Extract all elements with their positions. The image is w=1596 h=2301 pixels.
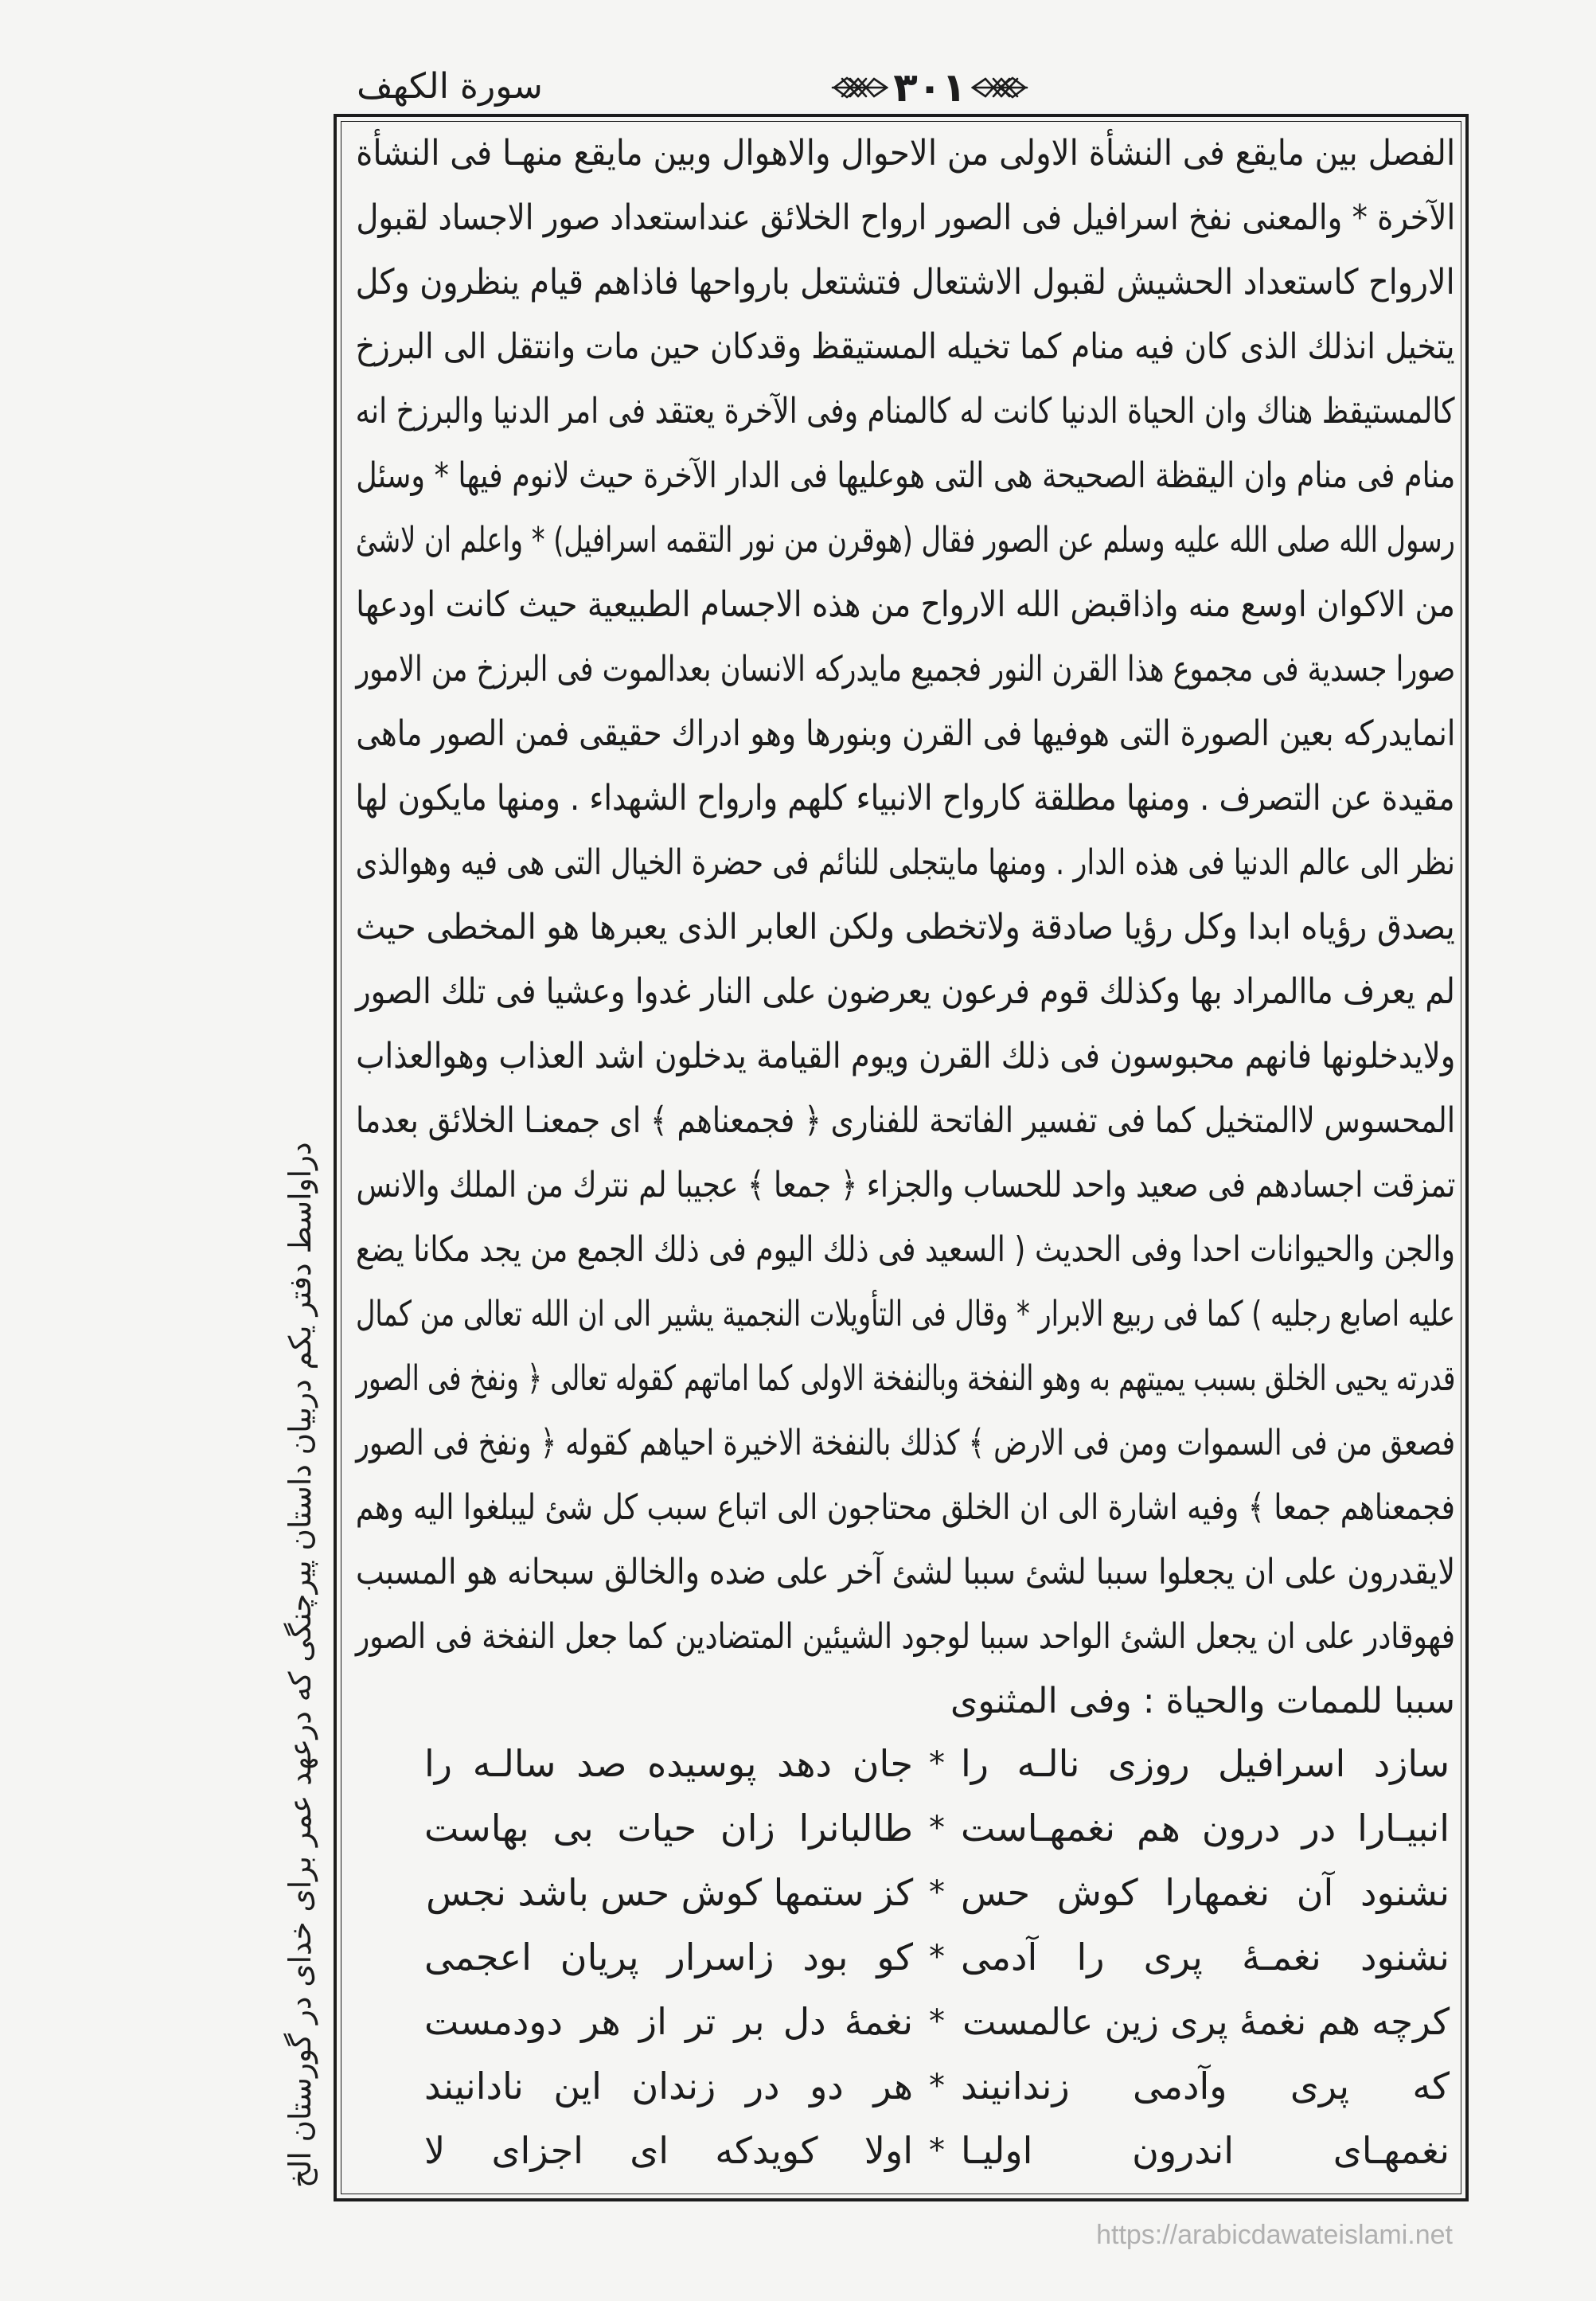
verse-second-hemistich bbox=[424, 2119, 913, 2183]
prose-line-text: لايقدرون على ان يجعلوا سببا لشئ سببا لشئ آخر على ضده والخالق سبحانه هو المسبب bbox=[355, 1552, 1455, 1592]
page-number: ٣٠١ bbox=[893, 64, 966, 111]
hemistich-text: سازد اسرافيل روزى نالـه را bbox=[961, 1742, 1450, 1785]
hemistich-text: هر دو در زندان اين نادانيند bbox=[424, 2065, 913, 2108]
prose-line-text: فصعق من فى السموات ومن فى الارض ﴾ كذلك بالنفخة الاخيرة احياهم كقوله ﴿ ونفخ فى الصور bbox=[355, 1423, 1455, 1463]
verse-first-hemistich bbox=[961, 1861, 1450, 1925]
hemistich-text: كز ستمها كوش حس باشد نجس bbox=[425, 1871, 913, 1914]
prose-line bbox=[354, 895, 1455, 959]
prose-line-text: من الاكوان اوسع منه واذاقبض الله الارواح من هذه الاجسام الطبيعية حيث كانت اودعها bbox=[356, 584, 1455, 625]
poetry-block bbox=[424, 1732, 1450, 2183]
prose-line-text: تمزقت اجسادهم فى صعيد واحد للحساب والجزاء ﴿ جمعا ﴾ عجيبا لم نترك من الملك والانس bbox=[356, 1165, 1455, 1205]
prose-line-text: الفصل بين مايقع فى النشأة الاولى من الاحوال والاهوال وبين مايقع منهـا فى النشأة bbox=[356, 133, 1455, 174]
prose-line bbox=[354, 959, 1455, 1024]
verse-separator: * bbox=[929, 1810, 945, 1846]
prose-line bbox=[354, 1088, 1455, 1153]
hemistich-text: انبيـارا در درون هم نغمهـاست bbox=[961, 1807, 1450, 1850]
verse-row bbox=[424, 2054, 1450, 2119]
margin-note bbox=[275, 1142, 325, 2190]
surah-name: سورة الكهف bbox=[357, 66, 543, 107]
hemistich-text: نغمهٔ دل بر تر از هر دودمست bbox=[424, 2000, 913, 2043]
verse-separator: * bbox=[929, 1874, 945, 1911]
verse-separator: * bbox=[929, 2003, 945, 2040]
prose-line-text: سببا للممات والحياة : وفى المثنوى bbox=[950, 1681, 1455, 1721]
prose-line-last bbox=[354, 1669, 1455, 1733]
hemistich-text: جان دهد پوسيده صد سالـه را bbox=[424, 1742, 913, 1785]
prose-line-text: كالمستيقظ هناك وان الحياة الدنيا كانت له كالمنام وفى الآخرة يعتقد فى امر الدنيا والبرزخ انه bbox=[356, 391, 1455, 432]
verse-first-hemistich bbox=[961, 1925, 1450, 1990]
verse-separator: * bbox=[929, 1939, 945, 1975]
verse-row bbox=[424, 1990, 1450, 2054]
hemistich-text: كه پرى وآدمى زندانيند bbox=[961, 2065, 1450, 2108]
verse-separator: * bbox=[929, 1745, 945, 1782]
prose-line-text: يصدق رؤياه ابدا وكل رؤيا صادقة ولاتخطى ولكن العابر الذى يعبرها هو المخطى حيث bbox=[356, 907, 1455, 947]
hemistich-text: نشنود آن نغمهارا كوش حس bbox=[961, 1871, 1450, 1914]
prose-line bbox=[354, 1024, 1455, 1088]
prose-line bbox=[354, 637, 1455, 701]
hemistich-text: كرچه هم نغمهٔ پرى زين عالمست bbox=[962, 2000, 1450, 2043]
prose-block bbox=[354, 121, 1455, 1733]
prose-line-text: مقيدة عن التصرف . ومنها مطلقة كارواح الانبياء كلهم وارواح الشهداء . ومنها مايكون لها bbox=[355, 778, 1455, 818]
verse-first-hemistich bbox=[961, 2054, 1450, 2119]
verse-separator: * bbox=[929, 2132, 945, 2169]
prose-line bbox=[354, 508, 1455, 572]
verse-row bbox=[424, 1796, 1450, 1861]
margin-note-strip bbox=[275, 1142, 325, 2190]
prose-line bbox=[354, 1217, 1455, 1282]
prose-line bbox=[354, 1475, 1455, 1540]
ornament-left-icon bbox=[831, 73, 888, 102]
verse-second-hemistich bbox=[424, 1861, 913, 1925]
verse-second-hemistich bbox=[424, 1732, 913, 1796]
ornament-right-icon bbox=[971, 73, 1028, 102]
hemistich-text: نغمهـاى اندرون اوليـا bbox=[961, 2129, 1450, 2172]
verse-first-hemistich bbox=[961, 1732, 1450, 1796]
watermark: https://arabicdawateislami.net bbox=[1096, 2220, 1453, 2250]
prose-line-text: لم يعرف ماالمراد بها وكذلك قوم فرعون يعرضون على النار غدوا وعشيا فى تلك الصور bbox=[356, 971, 1455, 1012]
prose-line bbox=[354, 250, 1455, 314]
prose-line bbox=[354, 379, 1455, 443]
verse-first-hemistich bbox=[961, 1990, 1450, 2054]
prose-line bbox=[354, 1153, 1455, 1217]
prose-line-text: قدرته يحيى الخلق بسبب يميتهم به وهو النفخة وبالنفخة الاولى كما اماتهم كقوله تعالى ﴿ ونفخ فى الصور bbox=[355, 1358, 1455, 1399]
prose-line bbox=[354, 1411, 1455, 1475]
prose-line-text: منام فى منام وان اليقظة الصحيحة هى التى هوعليها فى الدار الآخرة حيث لانوم فيها * وسئل bbox=[356, 455, 1455, 496]
verse-separator: * bbox=[929, 2068, 945, 2104]
hemistich-text: اولا كويدكه اى اجزاى لا bbox=[424, 2129, 913, 2172]
prose-line bbox=[354, 766, 1455, 830]
prose-line-text: ولايدخلونها فانهم محبوسون فى ذلك القرن ويوم القيامة يدخلون اشد العذاب وهوالعذاب bbox=[355, 1036, 1455, 1076]
prose-line-text: عليه اصابع رجليه ) كما فى ربيع الابرار * وقال فى التأويلات النجمية يشير الى ان الله تعالى من كمال bbox=[355, 1294, 1455, 1334]
hemistich-text: كو بود زاسرار پريان اعجمى bbox=[424, 1936, 913, 1979]
prose-line bbox=[354, 1346, 1455, 1411]
prose-line-text: فجمعناهم جمعا ﴾ وفيه اشارة الى ان الخلق محتاجون الى اتباع سبب كل شئ ليبلغوا اليه وهم bbox=[355, 1487, 1455, 1528]
prose-line-text: انمايدركه بعين الصورة التى هوفيها فى القرن وبنورها وهو ادراك حقيقى فمن الصور ماهى bbox=[356, 713, 1455, 754]
prose-line bbox=[354, 1282, 1455, 1346]
verse-second-hemistich bbox=[424, 2054, 913, 2119]
margin-note-text: دراواسط دفتر يكم دربيان داستان پيرچنگى كه درعهد عمر براى خداى در گورستان الخ bbox=[283, 1142, 318, 2188]
prose-line bbox=[354, 572, 1455, 637]
prose-line-text: فهوقادر على ان يجعل الشئ الواحد سببا لوجود الشيئين المتضادين كما جعل النفخة فى الصور bbox=[355, 1616, 1455, 1657]
verse-second-hemistich bbox=[424, 1796, 913, 1861]
prose-line-text: الآخرة * والمعنى نفخ اسرافيل فى الصور ارواح الخلائق عنداستعداد صور الاجساد لقبول bbox=[356, 197, 1455, 238]
verse-second-hemistich bbox=[424, 1925, 913, 1990]
hemistich-text: نشنود نغمـهٔ پرى را آدمى bbox=[961, 1936, 1450, 1979]
prose-line bbox=[354, 1540, 1455, 1604]
prose-line-text: نظر الى عالم الدنيا فى هذه الدار . ومنها مايتجلى للنائم فى حضرة الخيال التى هى فيه وهوالذى bbox=[355, 842, 1455, 883]
prose-line bbox=[354, 830, 1455, 895]
hemistich-text: طالبانرا زان حيات بى بهاست bbox=[424, 1807, 913, 1850]
prose-line bbox=[354, 443, 1455, 508]
verse-row bbox=[424, 1925, 1450, 1990]
verse-first-hemistich bbox=[961, 2119, 1450, 2183]
prose-line-text: الارواح كاستعداد الحشيش لقبول الاشتعال فتشتعل بارواحها فاذاهم قيام ينظرون وكل bbox=[355, 262, 1455, 303]
page-number-group bbox=[820, 64, 1040, 111]
verse-row bbox=[424, 1861, 1450, 1925]
prose-line bbox=[354, 186, 1455, 250]
prose-line-text: رسول الله صلى الله عليه وسلم عن الصور فقال (هوقرن من نور التقمه اسرافيل) * واعلم ان لاشئ bbox=[355, 520, 1455, 561]
verse-second-hemistich bbox=[424, 1990, 913, 2054]
prose-line-text: والجن والحيوانات احدا وفى الحديث ( السعيد فى ذلك اليوم فى ذلك الجمع من يجد مكانا يضع bbox=[356, 1229, 1455, 1270]
prose-line-text: يتخيل انذلك الذى كان فيه منام كما تخيله المستيقظ وقدكان حين مات وانتقل الى البرزخ bbox=[355, 326, 1455, 367]
prose-line bbox=[354, 314, 1455, 379]
prose-line bbox=[354, 1604, 1455, 1669]
prose-line-text: المحسوس لاالمتخيل كما فى تفسير الفاتحة للفنارى ﴿ فجمعناهم ﴾ اى جمعنـا الخلائق بعدما bbox=[355, 1100, 1455, 1141]
prose-line-text: صورا جسدية فى مجموع هذا القرن النور فجميع مايدركه الانسان بعدالموت فى البرزخ من الامور bbox=[355, 649, 1455, 690]
verse-row bbox=[424, 1732, 1450, 1796]
verse-row bbox=[424, 2119, 1450, 2183]
prose-line bbox=[354, 701, 1455, 766]
verse-first-hemistich bbox=[961, 1796, 1450, 1861]
prose-line bbox=[354, 121, 1455, 186]
